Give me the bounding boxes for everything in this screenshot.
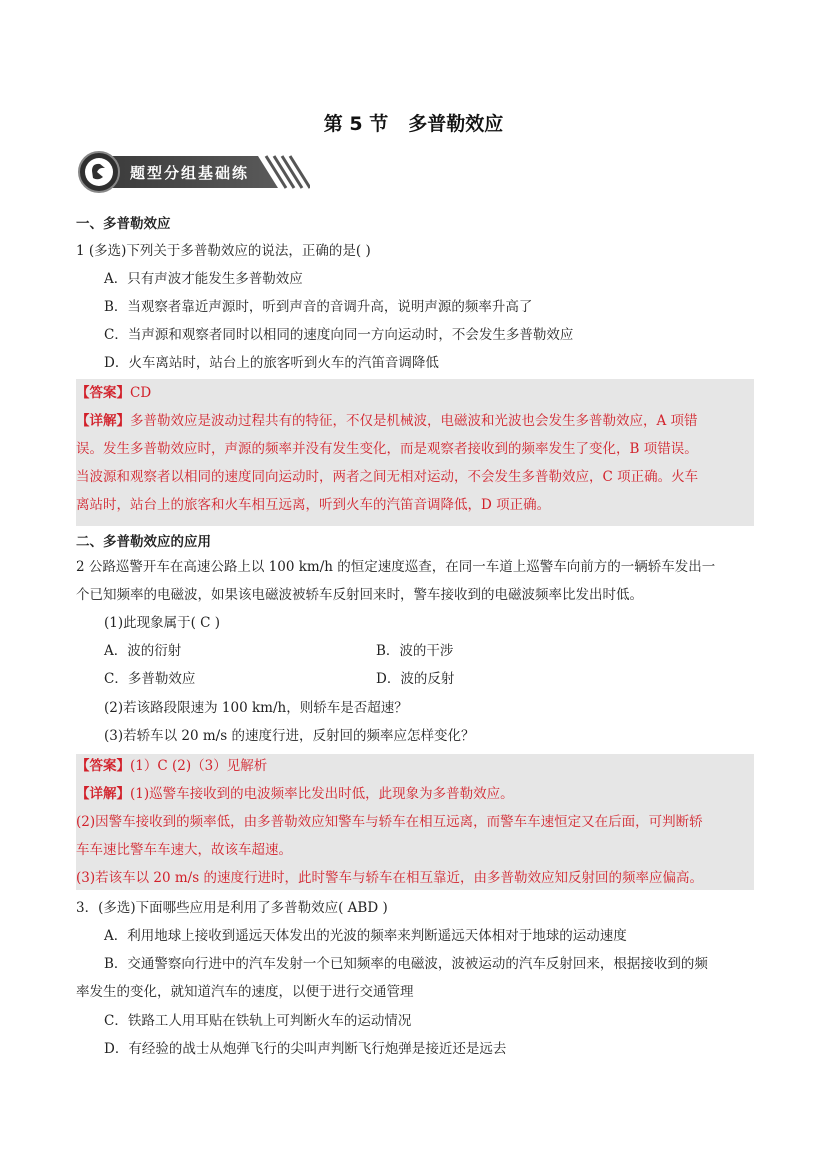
- q2-detail-line: [76, 784, 514, 804]
- q1-option-b: B．当观察者靠近声源时，听到声音的音调升高，说明声源的频率升高了: [104, 299, 533, 315]
- detail-tag: 【详解】: [76, 413, 130, 429]
- q1-stem: 1 (多选)下列关于多普勒效应的说法，正确的是( ): [76, 243, 371, 259]
- q2-detail-line: 车车速比警车车速大，故该车超速。: [76, 842, 292, 858]
- q1-detail-line: [76, 411, 698, 431]
- q2-option-a: A．波的衍射: [104, 643, 182, 659]
- section-number: 第 5 节: [323, 113, 389, 135]
- q3-option-a: A．利用地球上接收到遥远天体发出的光波的频率来判断遥远天体相对于地球的运动速度: [104, 928, 627, 944]
- q1-option-d: D．火车离站时，站台上的旅客听到火车的汽笛音调降低: [104, 355, 439, 371]
- answer-value: (1）C (2)（3）见解析: [130, 758, 268, 774]
- q2-stem-line: 个已知频率的电磁波，如果该电磁波被轿车反射回来时，警车接收到的电磁波频率比发出时低。: [76, 587, 643, 603]
- q2-option-b: B．波的干涉: [376, 643, 454, 659]
- q3-option-b: B．交通警察向行进中的汽车发射一个已知频率的电磁波，波被运动的汽车反射回来，根据接收到的频: [104, 956, 708, 972]
- q2-sub2: (2)若该路段限速为 100 km/h，则轿车是否超速？: [104, 700, 408, 716]
- answer-tag: 【答案】: [76, 758, 130, 774]
- exercise-banner: [78, 151, 310, 193]
- q1-detail-line: 误。发生多普勒效应时，声源的频率并没有发生变化，而是观察者接收到的频率发生了变化，B 项错误。: [76, 441, 698, 457]
- answer-tag: 【答案】: [76, 385, 130, 401]
- q1-detail-line: 当波源和观察者以相同的速度同向运动时，两者之间无相对运动，不会发生多普勒效应，C 项正确。火车: [76, 469, 699, 485]
- q3-stem: 3．(多选)下面哪些应用是利用了多普勒效应( ABD ): [76, 900, 388, 916]
- q2-detail-line: (3)若该车以 20 m/s 的速度行进时，此时警车与轿车在相互靠近，由多普勒效应知反射回的频率应偏高。: [76, 870, 703, 886]
- q1-option-a: A．只有声波才能发生多普勒效应: [104, 271, 303, 287]
- q2-stem-line: 2 公路巡警开车在高速公路上以 100 km/h 的恒定速度巡查，在同一车道上巡警车向前方的一辆轿车发出一: [76, 559, 716, 575]
- q2-option-c: C．多普勒效应: [104, 671, 196, 687]
- q3-option-b-cont: 率发生的变化，就知道汽车的速度，以便于进行交通管理: [76, 984, 414, 1000]
- section-name: 多普勒效应: [408, 113, 504, 135]
- q3-option-d: D．有经验的战士从炮弹飞行的尖叫声判断飞行炮弹是接近还是远去: [104, 1041, 507, 1057]
- q2-options-row: [104, 669, 704, 689]
- section2-heading: 二、多普勒效应的应用: [76, 534, 211, 550]
- detail-text: (1)巡警车接收到的电波频率比发出时低，此现象为多普勒效应。: [130, 786, 514, 802]
- q1-answer: [76, 383, 151, 403]
- detail-text: 多普勒效应是波动过程共有的特征，不仅是机械波，电磁波和光波也会发生多普勒效应，A 项错: [130, 413, 698, 429]
- q2-sub1: (1)此现象属于( C ): [104, 615, 221, 631]
- q3-option-c: C．铁路工人用耳贴在铁轨上可判断火车的运动情况: [104, 1013, 412, 1029]
- banner-label: 题型分组基础练: [130, 164, 250, 182]
- q1-answer-box: [76, 379, 754, 526]
- q2-detail-line: (2)因警车接收到的频率低，由多普勒效应知警车与轿车在相互远离，而警车车速恒定又在后面，可判断轿: [76, 814, 703, 830]
- q2-answer-box: [76, 754, 754, 890]
- q2-sub3: (3)若轿车以 20 m/s 的速度行进，反射回的频率应怎样变化？: [104, 728, 475, 744]
- q2-answer: [76, 756, 267, 776]
- section1-heading: 一、多普勒效应: [76, 216, 171, 232]
- detail-tag: 【详解】: [76, 786, 130, 802]
- q2-options-row: [104, 641, 704, 661]
- page-title: [0, 109, 827, 136]
- q1-option-c: C．当声源和观察者同时以相同的速度向同一方向运动时，不会发生多普勒效应: [104, 327, 574, 343]
- q2-option-d: D．波的反射: [376, 671, 455, 687]
- answer-value: CD: [130, 385, 152, 401]
- q1-detail-line: 离站时，站台上的旅客和火车相互远离，听到火车的汽笛音调降低，D 项正确。: [76, 497, 551, 513]
